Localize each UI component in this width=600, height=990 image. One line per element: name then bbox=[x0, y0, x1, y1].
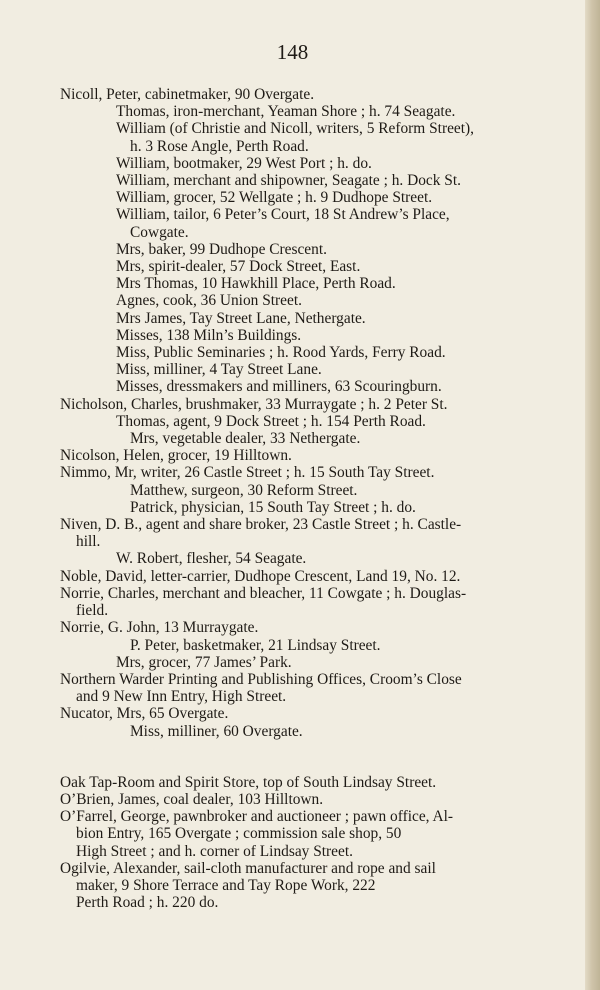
entry-noble-david: Noble, David, letter-carrier, Dudhope Crescent, Land 19, No. 12. bbox=[60, 567, 461, 585]
entry-nimmo-matthew: Matthew, surgeon, 30 Reform Street. bbox=[130, 481, 358, 499]
entry-oak-tap-room: Oak Tap-Room and Spirit Store, top of South Lindsay Street. bbox=[60, 773, 437, 791]
entry-nicoll-mrs-thomas: Mrs Thomas, 10 Hawkhill Place, Perth Road. bbox=[116, 275, 396, 293]
entry-nicolson-helen: Nicolson, Helen, grocer, 19 Hilltown. bbox=[60, 447, 292, 465]
entry-nicoll-miss-milliner: Miss, milliner, 4 Tay Street Lane. bbox=[116, 361, 322, 379]
entry-nicholson-thomas: Thomas, agent, 9 Dock Street ; h. 154 Perth Road. bbox=[116, 412, 426, 430]
entry-nicholson-charles: Nicholson, Charles, brushmaker, 33 Murraygate ; h. 2 Peter St. bbox=[60, 395, 448, 413]
entry-norrie-mrs-grocer: Mrs, grocer, 77 James’ Park. bbox=[116, 653, 292, 671]
entry-nicoll-william-christie: William (of Christie and Nicoll, writers, 5 Reform Street), h. 3 Rose Angle, Perth Road. bbox=[116, 120, 474, 155]
entry-nucator-miss: Miss, milliner, 60 Overgate. bbox=[130, 722, 303, 740]
entry-nicoll-mrs-spirit-dealer: Mrs, spirit-dealer, 57 Dock Street, East. bbox=[116, 258, 361, 276]
entry-nicoll-william-merchant: William, merchant and shipowner, Seagate ; h. Dock St. bbox=[116, 172, 461, 190]
entry-ofarrel-george: O’Farrel, George, pawnbroker and auctioneer ; pawn office, Al- bion Entry, 165 Overgate ; commission sale shop, 50 High Street ; and h. corner of Lindsay Street. bbox=[60, 808, 454, 860]
entry-norrie-p-peter: P. Peter, basketmaker, 21 Lindsay Street. bbox=[130, 636, 381, 654]
directory-entries bbox=[0, 86, 585, 911]
entry-nicoll-mrs-baker: Mrs, baker, 99 Dudhope Crescent. bbox=[116, 240, 327, 258]
entry-ogilvie-alexander: Ogilvie, Alexander, sail-cloth manufacturer and rope and sail maker, 9 Shore Terrace and Tay Rope Work, 222 Perth Road ; h. 220 do. bbox=[60, 859, 436, 912]
entry-nicoll-thomas: Thomas, iron-merchant, Yeaman Shore ; h. 74 Seagate. bbox=[116, 103, 456, 121]
entry-niven-w-robert: W. Robert, flesher, 54 Seagate. bbox=[116, 550, 307, 568]
entry-nicoll-agnes: Agnes, cook, 36 Union Street. bbox=[116, 292, 302, 310]
entry-nicoll-william-bootmaker: William, bootmaker, 29 West Port ; h. do. bbox=[116, 154, 372, 172]
entry-norrie-charles: Norrie, Charles, merchant and bleacher, 11 Cowgate ; h. Douglas- field. bbox=[60, 584, 467, 620]
section-gap bbox=[0, 740, 585, 774]
entry-northern-warder: Northern Warder Printing and Publishing Offices, Croom’s Close and 9 New Inn Entry, High Street. bbox=[60, 670, 462, 706]
entry-nicoll-william-tailor: William, tailor, 6 Peter’s Court, 18 St Andrew’s Place, Cowgate. bbox=[116, 206, 450, 241]
page-edge bbox=[585, 0, 600, 990]
entry-niven-db: Niven, D. B., agent and share broker, 23 Castle Street ; h. Castle- hill. bbox=[60, 516, 462, 551]
entry-nicoll-misses-dressmakers: Misses, dressmakers and milliners, 63 Scouringburn. bbox=[116, 378, 442, 396]
entry-nimmo-patrick: Patrick, physician, 15 South Tay Street ; h. do. bbox=[130, 498, 416, 516]
entry-nicoll-peter: Nicoll, Peter, cabinetmaker, 90 Overgate. bbox=[60, 86, 315, 103]
entry-nicoll-misses-miln: Misses, 138 Miln’s Buildings. bbox=[116, 326, 302, 344]
entry-nucator-mrs: Nucator, Mrs, 65 Overgate. bbox=[60, 705, 229, 723]
entry-nicoll-miss-seminaries: Miss, Public Seminaries ; h. Rood Yards, Ferry Road. bbox=[116, 344, 446, 362]
entry-nicholson-mrs: Mrs, vegetable dealer, 33 Nethergate. bbox=[130, 430, 361, 448]
entry-nicoll-william-grocer: William, grocer, 52 Wellgate ; h. 9 Dudhope Street. bbox=[116, 189, 433, 207]
entry-nimmo-mr: Nimmo, Mr, writer, 26 Castle Street ; h. 15 South Tay Street. bbox=[60, 464, 435, 482]
page-number: 148 bbox=[276, 40, 309, 64]
entry-norrie-g-john: Norrie, G. John, 13 Murraygate. bbox=[60, 619, 259, 637]
entry-nicoll-mrs-james: Mrs James, Tay Street Lane, Nethergate. bbox=[116, 309, 366, 327]
entry-obrien-james: O’Brien, James, coal dealer, 103 Hilltown. bbox=[60, 790, 324, 808]
